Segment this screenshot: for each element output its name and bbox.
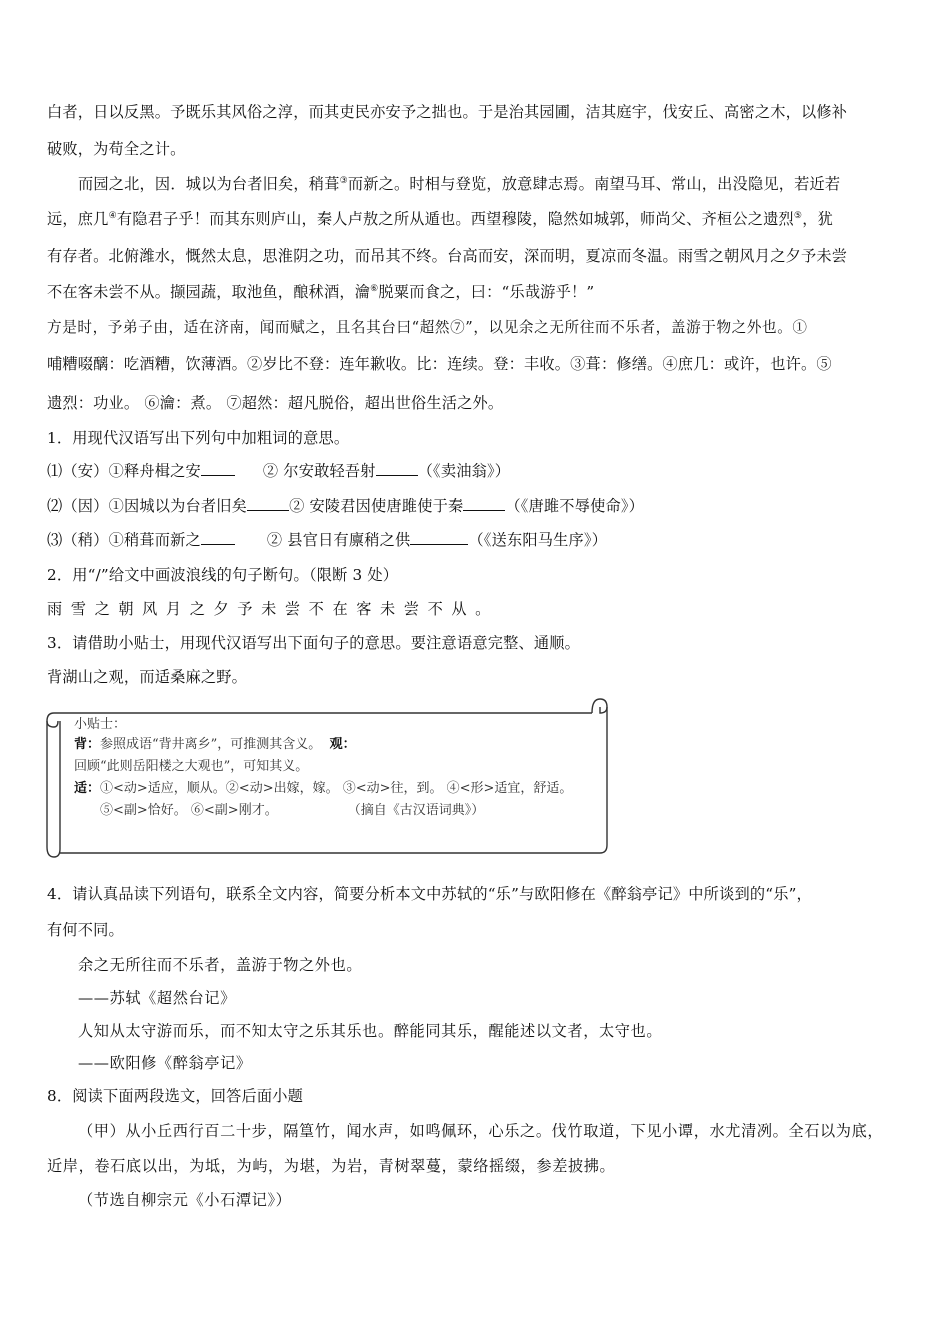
item-number: ⑶（稍） (47, 531, 109, 549)
question-4-title-cont: 有何不同。 (47, 921, 124, 939)
item-a: ①因城以为台者旧矣 (108, 497, 248, 515)
answer-blank[interactable] (247, 496, 289, 511)
footnote-marker: ④ (108, 210, 117, 221)
tip-label: 背： (74, 737, 101, 752)
scroll-frame-icon (44, 697, 608, 859)
footnote-line: 哺糟啜醨：吃酒糟，饮薄酒。②岁比不登：连年歉收。比：连续。登：丰收。③葺：修缮。④庶几：或许，也许。⑤ (47, 355, 832, 373)
question-4-title: 4．请认真品读下列语句，联系全文内容，简要分析本文中苏轼的“乐”与欧阳修在《醉翁亭记》中所谈到的“乐”， (47, 885, 812, 903)
q1-item-1 (47, 461, 510, 481)
passage-line: 破败，为苟全之计。 (47, 140, 186, 158)
passage-line (47, 209, 833, 229)
quote-1: 余之无所往而不乐者，盖游于物之外也。 (78, 956, 363, 974)
q3-sentence: 背湖山之观，而适桑麻之野。 (47, 668, 248, 686)
text: ，犹 (802, 210, 833, 228)
passage-line (47, 282, 594, 302)
passage-jia-line: （甲）从小丘西行百二十步，隔篁竹，闻水声，如鸣佩环，心乐之。伐竹取道，下见小谭，水尤清冽。全石以为底， (78, 1122, 884, 1140)
passage-jia-source: （节选自柳宗元《小石潭记》） (78, 1191, 292, 1209)
footnote-marker: ⑤ (793, 210, 803, 221)
text: 脱粟而食之，曰：“乐哉游乎！” (378, 283, 595, 301)
item-source: （《卖油翁》） (417, 462, 511, 480)
tip-label: 适： (74, 781, 101, 796)
passage-jia-line: 近岸，卷石底以出，为坻，为屿，为堪，为岩，青树翠蔓，蒙络摇缀，参差披拂。 (47, 1157, 616, 1175)
passage-line (78, 174, 840, 194)
tip-text: ①<动>适应，顺从。②<动>出嫁，嫁。 ③<动>往，到。 ④<形>适宜，舒适。 (100, 781, 573, 796)
tip-line-bei (74, 737, 356, 753)
text: 有隐君子乎！而其东则庐山，秦人卢敖之所从遁也。西望穆陵，隐然如城郭，师尚父、齐桓公之遗烈 (116, 210, 794, 228)
tip-line-guan: 回顾“此则岳阳楼之大观也”，可知其义。 (74, 759, 309, 774)
question-3-title: 3．请借助小贴士，用现代汉语写出下面句子的意思。要注意语意完整、通顺。 (47, 634, 581, 652)
item-number: ⑵（因） (47, 497, 109, 515)
text: 远，庶几 (47, 210, 109, 228)
answer-blank[interactable] (201, 530, 235, 545)
tip-text: ⑤<副>恰好。 ⑥<副>刚才。 (100, 803, 278, 818)
answer-blank[interactable] (201, 461, 235, 476)
quote-2: 人知从太守游而乐，而不知太守之乐其乐也。醉能同其乐，醒能述以文者，太守也。 (78, 1022, 663, 1040)
question-2-title: 2．用“/”给文中画波浪线的句子断句。（限断 3 处） (47, 566, 399, 584)
passage-line: 方是时，予弟子由，适在济南，闻而赋之，且名其台曰“超然⑦”，以见余之无所往而不乐者，盖游于物之外也。① (47, 319, 808, 336)
quote-2-author: ——欧阳修《醉翁亭记》 (78, 1054, 252, 1072)
tip-line-shi (74, 781, 572, 797)
footnote-line: 遗烈：功业。 ⑥瀹：煮。 ⑦超然：超凡脱俗，超出世俗生活之外。 (47, 394, 504, 412)
footnote-marker: ⑥ (370, 283, 379, 294)
item-a: ①释舟楫之安 (108, 462, 201, 480)
text: 而新之。时相与登览，放意肆志焉。南望马耳、常山，出没隐见，若近若 (347, 175, 841, 193)
tip-line-shi-2 (100, 803, 484, 819)
tip-text: 参照成语“背井离乡”，可推测其含义。 (100, 737, 322, 752)
quote-1-author: ——苏轼《超然台记》 (78, 989, 236, 1007)
item-source: （《唐雎不辱使命》） (505, 497, 645, 515)
tip-scroll-box (44, 697, 608, 859)
answer-blank[interactable] (463, 496, 505, 511)
text: 不在客未尝不从。撷园蔬，取池鱼，酿秫酒，瀹 (47, 283, 371, 301)
item-b: ② 县官日有廪稍之供 (266, 531, 411, 549)
item-a: ①稍葺而新之 (108, 531, 201, 549)
question-8-title: 8．阅读下面两段选文，回答后面小题 (47, 1087, 304, 1105)
answer-blank[interactable] (410, 530, 468, 545)
tip-label: 观： (329, 737, 356, 752)
item-b: ② 安陵君因使唐雎使于秦 (289, 497, 464, 515)
tip-title: 小贴士： (74, 717, 127, 732)
question-1-title: 1．用现代汉语写出下列句中加粗词的意思。 (47, 429, 350, 447)
text: 而园之北，因．城以为台者旧矣，稍葺 (78, 175, 340, 193)
footnote-marker: ③ (339, 175, 348, 186)
q1-item-3 (47, 530, 607, 550)
tip-source: （摘自《古汉语词典》） (347, 803, 485, 818)
item-b: ② 尔安敢轻吾射 (262, 462, 376, 480)
item-source: （《送东阳马生序》） (468, 531, 608, 549)
item-number: ⑴（安） (47, 462, 109, 480)
q2-sentence: 雨雪之朝风月之夕予未尝不在客未尝不从。 (47, 600, 499, 618)
answer-blank[interactable] (376, 461, 418, 476)
q1-item-2 (47, 496, 644, 516)
passage-line: 有存者。北俯潍水，慨然太息，思淮阴之功，而吊其不终。台高而安，深而明，夏凉而冬温。雨雪之朝风月之夕予未尝 (47, 247, 848, 265)
passage-line: 白者，日以反黑。予既乐其风俗之淳，而其吏民亦安予之拙也。于是治其园圃，洁其庭宇，伐安丘、高密之木，以修补 (47, 103, 848, 121)
